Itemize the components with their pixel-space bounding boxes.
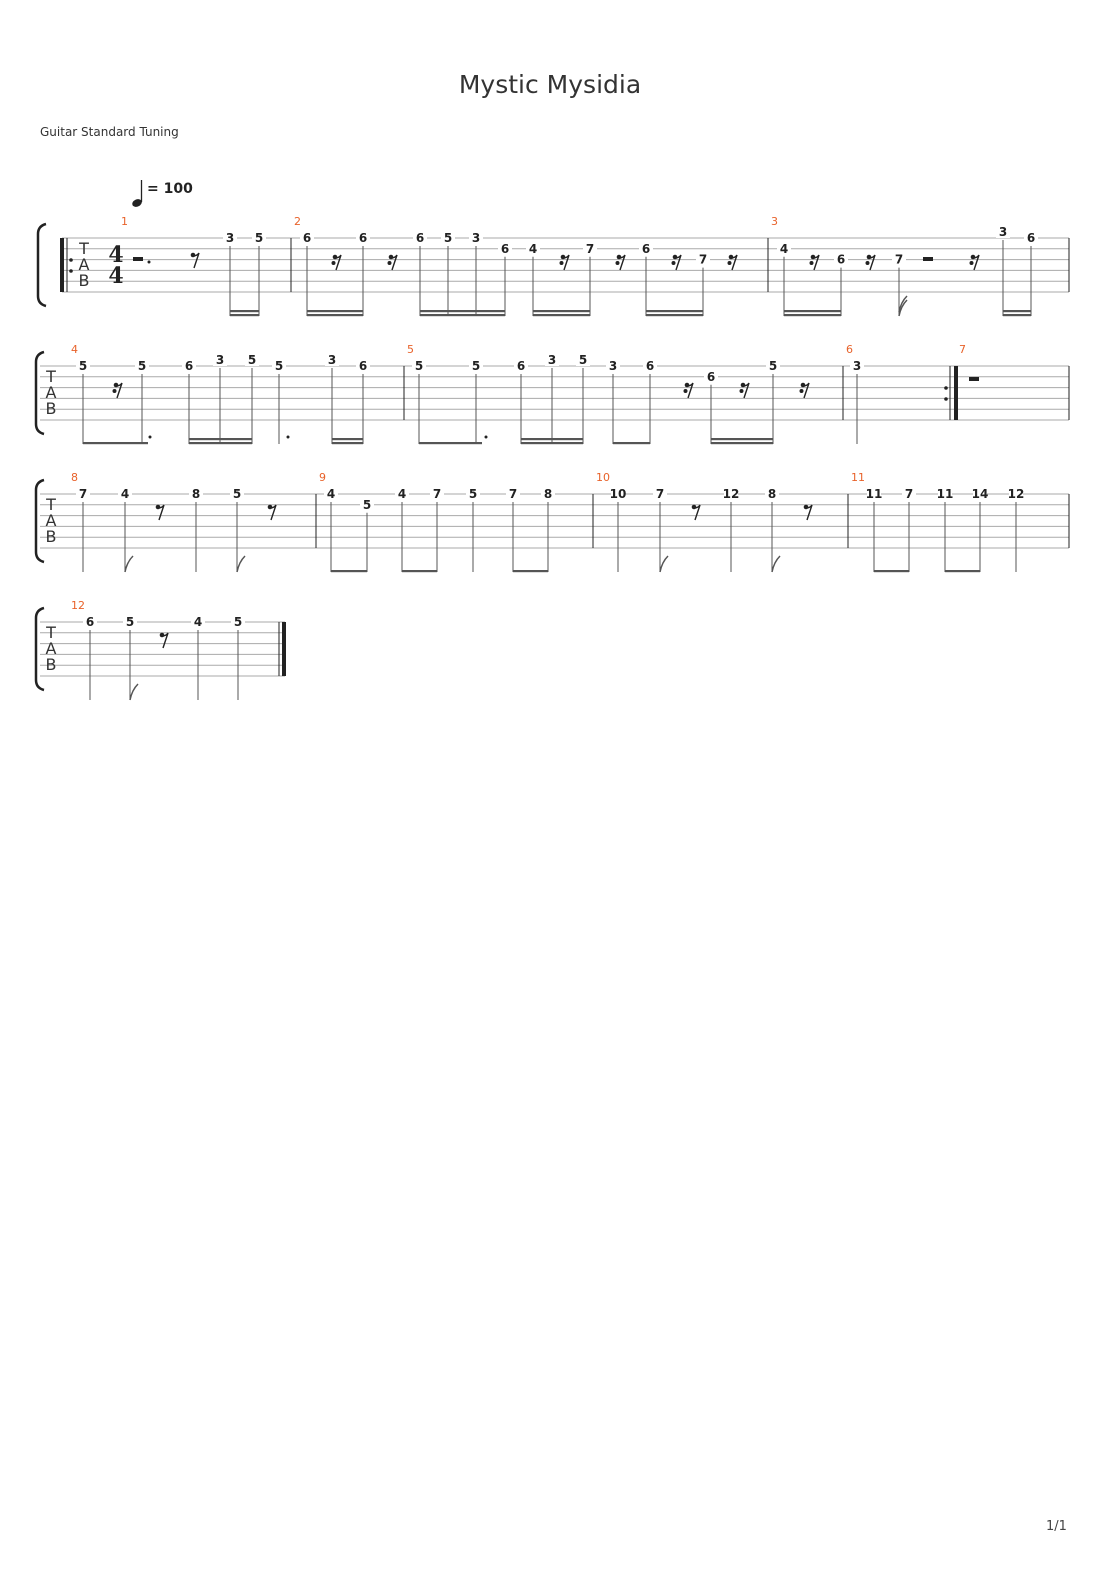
sixteenth-rest-dot — [800, 389, 804, 393]
fret-number: 8 — [191, 487, 201, 501]
note-flag — [660, 556, 668, 572]
fret-number: 5 — [233, 615, 243, 629]
sixteenth-rest-dot — [388, 261, 392, 265]
measure-number: 11 — [851, 471, 865, 484]
repeat-dot — [944, 397, 948, 401]
measure-number: 7 — [959, 343, 966, 356]
fret-number: 5 — [471, 359, 481, 373]
beam — [784, 314, 841, 316]
sixteenth-rest-dot — [810, 261, 814, 265]
system-bracket — [38, 224, 46, 306]
dot — [485, 436, 488, 439]
fret-number: 4 — [779, 241, 789, 256]
fret-number: 5 — [443, 231, 453, 245]
fret-number: 6 — [645, 359, 655, 373]
measure-number: 5 — [407, 343, 414, 356]
fret-number: 5 — [768, 359, 778, 373]
fret-number: 3 — [852, 359, 862, 373]
fret-number: 6 — [706, 369, 716, 384]
dot — [287, 436, 290, 439]
beam — [874, 570, 909, 572]
tab-clef-letter: A — [45, 639, 57, 658]
fret-number: 6 — [516, 359, 526, 373]
fret-number: 6 — [1026, 231, 1036, 245]
fret-number: 12 — [722, 487, 740, 501]
fret-number: 8 — [767, 487, 777, 501]
note-flag — [237, 556, 245, 572]
fret-number: 12 — [1007, 487, 1025, 501]
fret-number: 5 — [232, 487, 242, 501]
tuning-label: Guitar Standard Tuning — [40, 125, 179, 139]
beam — [189, 442, 252, 444]
beam — [1003, 310, 1031, 312]
repeat-end-thick-bar — [954, 366, 958, 420]
fret-number: 3 — [215, 353, 225, 367]
fret-number: 5 — [254, 231, 264, 245]
beam — [646, 310, 703, 312]
fret-number: 3 — [608, 359, 618, 373]
fret-number: 7 — [432, 487, 442, 501]
fret-number: 7 — [904, 487, 914, 501]
beam — [83, 442, 148, 444]
sixteenth-rest-dot — [728, 261, 732, 265]
fret-number: 5 — [468, 487, 478, 501]
measure-number: 4 — [71, 343, 78, 356]
fret-number: 4 — [193, 615, 203, 629]
note-flag — [130, 684, 138, 700]
beam — [419, 442, 482, 444]
system-bracket — [36, 352, 44, 434]
tab-clef-letter: A — [45, 383, 57, 402]
beam — [307, 314, 363, 316]
beam — [711, 438, 773, 440]
measure-number: 9 — [319, 471, 326, 484]
beam — [189, 438, 252, 440]
beam — [711, 442, 773, 444]
tab-clef-letter: B — [45, 655, 57, 674]
fret-number: 6 — [836, 252, 846, 267]
fret-number: 5 — [414, 359, 424, 373]
repeat-dot — [69, 269, 73, 273]
beam — [613, 442, 650, 444]
fret-number: 5 — [137, 359, 147, 373]
beam — [402, 570, 437, 572]
repeat-dot — [944, 386, 948, 390]
dot — [149, 436, 152, 439]
sixteenth-rest-dot — [113, 389, 117, 393]
beam — [307, 310, 363, 312]
beam — [230, 314, 259, 316]
time-signature-denominator: 4 — [108, 263, 124, 289]
measure-number: 1 — [121, 215, 128, 228]
fret-number: 8 — [543, 487, 553, 501]
fret-number: 5 — [274, 359, 284, 373]
fret-number: 6 — [302, 231, 312, 245]
final-thick-bar — [282, 622, 286, 676]
measure-number: 12 — [71, 599, 85, 612]
sixteenth-rest-dot — [684, 389, 688, 393]
score-title: Mystic Mysidia — [458, 70, 642, 99]
beam — [1003, 314, 1031, 316]
tab-clef-letter: T — [46, 623, 56, 642]
beam — [784, 310, 841, 312]
fret-number: 6 — [358, 231, 368, 245]
fret-number: 3 — [327, 353, 337, 367]
beam — [533, 310, 590, 312]
tab-clef-letter: B — [45, 527, 57, 546]
fret-number: 6 — [358, 359, 368, 373]
beam — [945, 570, 980, 572]
fret-number: 6 — [641, 241, 651, 256]
fret-number: 11 — [865, 487, 883, 501]
fret-number: 5 — [247, 353, 257, 367]
tab-clef-letter: T — [46, 367, 56, 386]
fret-number: 11 — [936, 487, 954, 501]
beam — [513, 570, 548, 572]
fret-number: 3 — [547, 353, 557, 367]
system-bracket — [36, 480, 44, 562]
note-flag — [125, 556, 133, 572]
beam — [646, 314, 703, 316]
measure-number: 6 — [846, 343, 853, 356]
fret-number: 3 — [225, 231, 235, 245]
tempo-marking: = 100 — [147, 181, 193, 197]
sixteenth-rest-dot — [560, 261, 564, 265]
beam — [533, 314, 590, 316]
beam — [230, 310, 259, 312]
tab-clef-letter: A — [45, 511, 57, 530]
fret-number: 4 — [120, 487, 130, 501]
fret-number: 7 — [894, 252, 904, 267]
measure-number: 3 — [771, 215, 778, 228]
tab-clef-letter: A — [78, 255, 90, 274]
dot — [148, 261, 151, 264]
sixteenth-rest-dot — [970, 261, 974, 265]
half-rest-icon — [969, 377, 979, 381]
fret-number: 4 — [397, 487, 407, 501]
repeat-dot — [69, 258, 73, 262]
tab-clef-letter: B — [78, 271, 90, 290]
beam — [521, 442, 583, 444]
half-rest-icon — [133, 257, 143, 261]
fret-number: 3 — [471, 231, 481, 245]
beam — [332, 442, 363, 444]
page-number: 1/1 — [1046, 1519, 1067, 1534]
sixteenth-rest-dot — [332, 261, 336, 265]
fret-number: 6 — [500, 241, 510, 256]
beam — [332, 438, 363, 440]
sixteenth-rest-dot — [866, 261, 870, 265]
fret-number: 4 — [528, 241, 538, 256]
fret-number: 7 — [655, 487, 665, 501]
fret-number: 5 — [78, 359, 88, 373]
sixteenth-rest-dot — [740, 389, 744, 393]
fret-number: 10 — [609, 487, 627, 501]
fret-number: 5 — [362, 497, 372, 512]
fret-number: 5 — [578, 353, 588, 367]
repeat-start-thick-bar — [60, 238, 64, 292]
note-flag — [772, 556, 780, 572]
fret-number: 4 — [326, 487, 336, 501]
beam — [420, 310, 505, 312]
beam — [420, 314, 505, 316]
sixteenth-rest-dot — [616, 261, 620, 265]
tab-clef-letter: B — [45, 399, 57, 418]
half-rest-icon — [923, 257, 933, 261]
measure-number: 8 — [71, 471, 78, 484]
fret-number: 14 — [971, 487, 989, 501]
tab-clef-letter: T — [46, 495, 56, 514]
fret-number: 3 — [998, 225, 1008, 239]
measure-number: 2 — [294, 215, 301, 228]
beam — [521, 438, 583, 440]
beam — [331, 570, 367, 572]
fret-number: 6 — [184, 359, 194, 373]
tab-clef-letter: T — [79, 239, 89, 258]
fret-number: 7 — [698, 252, 708, 267]
sixteenth-rest-dot — [672, 261, 676, 265]
fret-number: 6 — [415, 231, 425, 245]
fret-number: 7 — [508, 487, 518, 501]
measure-number: 10 — [596, 471, 610, 484]
fret-number: 7 — [78, 487, 88, 501]
time-signature-numerator: 4 — [108, 242, 124, 268]
fret-number: 6 — [85, 615, 95, 629]
fret-number: 7 — [585, 241, 595, 256]
fret-number: 5 — [125, 615, 135, 629]
system-bracket — [36, 608, 44, 690]
